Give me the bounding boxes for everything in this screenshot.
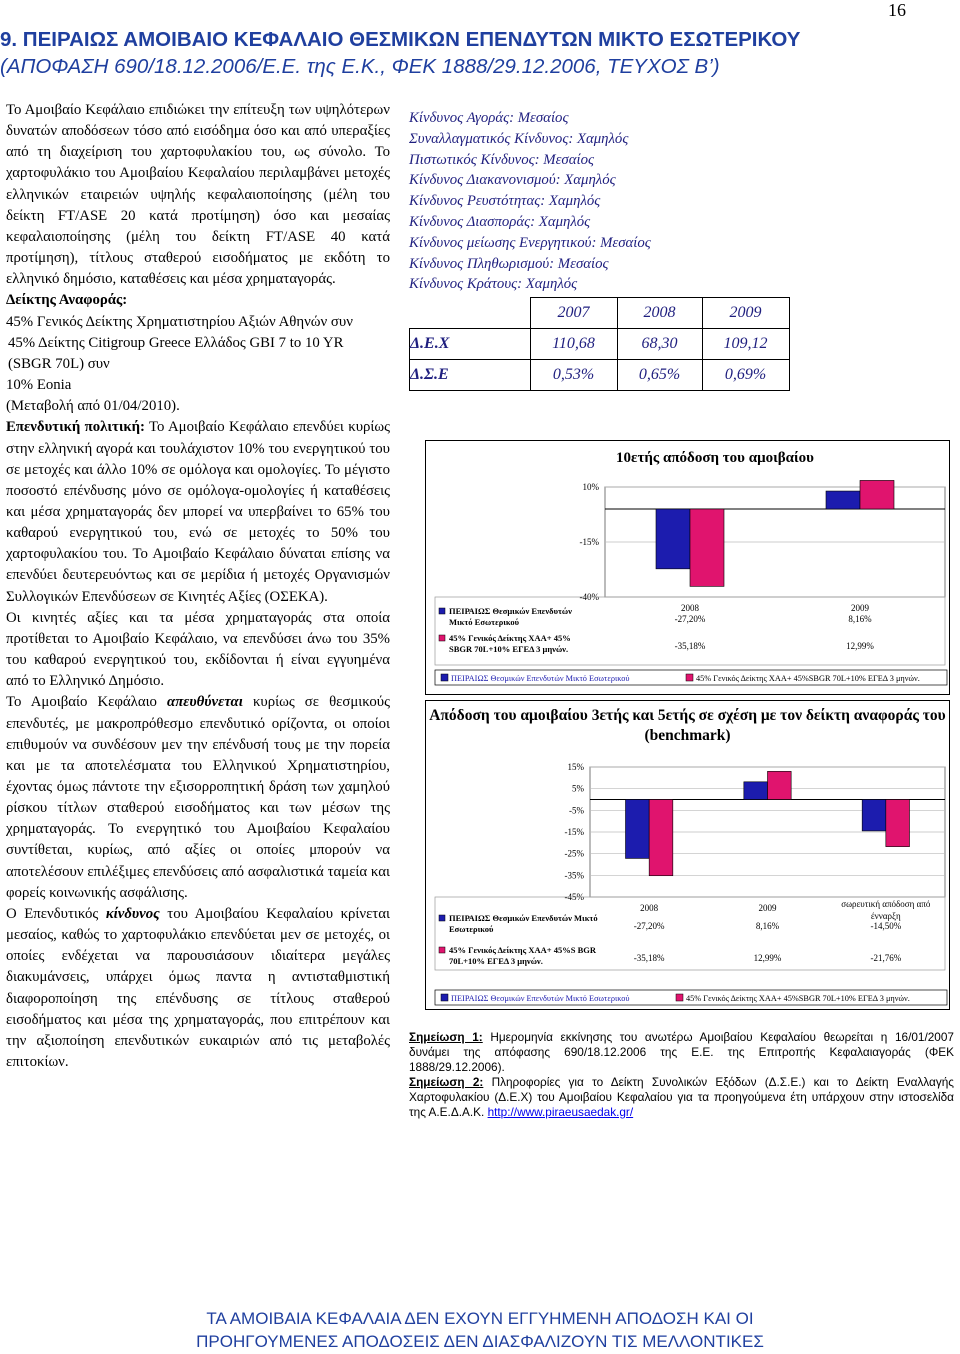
- note-1: [409, 1030, 954, 1075]
- table-row: [410, 360, 790, 391]
- y-tick-label: -40%: [579, 592, 599, 602]
- emphasis-span: κίνδυνος: [105, 905, 160, 922]
- table-cell: 110,68: [530, 329, 617, 360]
- category-label: 2009: [758, 903, 777, 913]
- benchmark-heading: Δείκτης Αναφοράς:: [6, 292, 128, 309]
- data-label: 8,16%: [848, 614, 872, 624]
- table-cell: 0,53%: [530, 360, 617, 391]
- securities-paragraph: Οι κινητές αξίες και τα μέσα χρηματαγοράς στα οποία προτίθεται το Αμοιβαίο Κεφάλαιο, να επενδύσει άνω του 35% του καθαρού ενεργητικού του, εκδίδονται ή είναι εγγυημένα από το Ελληνικό Δημόσιο.: [6, 609, 390, 690]
- text-span: Ο Επενδυτικός: [6, 905, 106, 922]
- chart-title: Απόδοση του αμοιβαίου 3ετής και 5ετής σε σχέση με τον δείκτη αναφοράς του (benchmark): [429, 707, 946, 744]
- y-tick-label: 15%: [567, 762, 584, 772]
- legend-label: ΠΕΙΡΑΙΩΣ Θεσμικών Επενδυτών Μικτό Εσωτερικού: [451, 674, 630, 683]
- fund-bar: [862, 800, 886, 831]
- legend-swatch: [441, 674, 448, 681]
- category-label: 2009: [851, 603, 869, 613]
- text-span: κυρίως σε θεσμικούς επενδυτές, με μακροπρόθεσμο επενδυτικό ορίζοντα, οι οποίοι επιθυμούν να συνδέσουν μεν την επένδυσή τους με την πορεία και με τα αποτελέσματα του Ελληνικού Χρηματιστηρίου, έχοντας όμως πάντοτε την εξισορροπητική δράση των χαμηλού ρίσκου τίτλων σταθερού εισοδήματος και των μέσων της χρηματαγοράς. Το ενεργητικό του Αμοιβαίου Κεφαλαίου συντίθεται, κυρίως, από αξίες οι οποίες μπορούν να αποτελέσουν επιλέξιμες επενδύσεις από ασφαλιστικά ταμεία και φορείς κοινωνικής ασφάλισης.: [6, 694, 390, 901]
- risk-item: Κίνδυνος Κράτους: Χαμηλός: [409, 276, 578, 293]
- data-label: -27,20%: [674, 614, 706, 624]
- note-text: Ημερομηνία εκκίνησης του ανωτέρω Αμοιβαίου Κεφαλαίου θεωρείται η 16/01/2007 δυνάμει της απόφασης 690/18.12.2006 της Ε.Ε. της Επιτροπής Κεφαλαιαγοράς (ΦΕΚ 1888/29.12.2006).: [409, 1030, 954, 1074]
- note-2: [409, 1075, 954, 1120]
- risk-item: Συναλλαγματικός Κίνδυνος: Χαμηλός: [409, 130, 629, 147]
- three-five-year-return-chart: [425, 700, 950, 1010]
- series-name: ΠΕΙΡΑΙΩΣ Θεσμικών Επενδυτών: [449, 606, 572, 616]
- series-swatch: [439, 635, 445, 641]
- series-name: 45% Γενικός Δείκτης ΧΑΑ+ 45%: [449, 633, 571, 643]
- risk-item: Κίνδυνος Πληθωρισμού: Μεσαίος: [409, 255, 609, 272]
- series-name: 70L+10% ΕΓΕΔ 3 μηνών.: [449, 956, 543, 966]
- risk-paragraph: [6, 904, 390, 1073]
- emphasis-span: απευθύνεται: [167, 694, 243, 711]
- data-label: -35,18%: [674, 641, 706, 651]
- risk-item: Κίνδυνος Διασποράς: Χαμηλός: [409, 213, 591, 230]
- data-label: 12,99%: [846, 641, 874, 651]
- page-number: 16: [888, 0, 906, 20]
- table-header: 2008: [617, 298, 702, 329]
- table-cell: 0,69%: [702, 360, 789, 391]
- risk-item: Κίνδυνος Διακανονισμού: Χαμηλός: [409, 172, 616, 189]
- series-swatch: [439, 947, 445, 953]
- series-swatch: [439, 608, 445, 614]
- benchmark-line-3: 10% Eonia: [6, 377, 72, 394]
- data-label: -14,50%: [870, 921, 902, 931]
- y-tick-label: -25%: [564, 848, 584, 859]
- benchmark-bar: [860, 480, 894, 509]
- data-label: 12,99%: [753, 953, 782, 963]
- table-header: 2009: [702, 298, 789, 329]
- benchmark-line-1: 45% Γενικός Δείκτης Χρηματιστηρίου Αξιών Αθηνών συν: [6, 313, 353, 330]
- data-label: 8,16%: [755, 921, 780, 931]
- table-corner: [410, 298, 531, 329]
- y-tick-label: -45%: [564, 892, 584, 902]
- legend-swatch: [441, 994, 448, 1001]
- legend-label: 45% Γενικός Δείκτης ΧΑΑ+ 45%SBGR 70L+10% ΕΓΕΔ 3 μηνών.: [696, 674, 920, 683]
- legend-swatch: [686, 674, 693, 681]
- row-label: Δ.Ε.Χ: [410, 329, 531, 360]
- legend-label: 45% Γενικός Δείκτης ΧΑΑ+ 45%SBGR 70L+10% ΕΓΕΔ 3 μηνών.: [686, 994, 910, 1003]
- table-header: 2007: [530, 298, 617, 329]
- benchmark-block: [6, 290, 390, 417]
- benchmark-bar: [690, 509, 724, 586]
- left-column: [6, 100, 390, 1073]
- fund-bar: [656, 509, 690, 569]
- fund-bar: [826, 491, 860, 509]
- series-swatch: [439, 915, 445, 921]
- policy-paragraph: [6, 417, 390, 607]
- benchmark-line-4: (Μεταβολή από 01/04/2010).: [6, 398, 180, 415]
- y-tick-label: 5%: [572, 783, 584, 794]
- policy-text: Το Αμοιβαίο Κεφάλαιο επενδύει κυρίως στην ελληνική αγορά και τουλάχιστον 10% του ενεργητικού του σε μετοχές και άλλο 10% σε ομόλογα και ομολογίες. Το μέγιστο ποσοστό επένδυσης μόνο σε ομόλογα-ομολογίες ή καταθέσεις και μέσα χρηματαγοράς δεν μπορεί να υπερβαίνει το 65% του καθαρού ενεργητικού του, ενώ σε μετοχές το 50% του χαρτοφυλακίου του. Το Αμοιβαίο Κεφάλαιο δύναται επίσης να επενδύει δευτερευόντως και σε μερίδια ή μετοχές Οργανισμών Συλλογικών Επενδύσεων σε Κινητές Αξίες (ΟΣΕΚΑ).: [6, 419, 390, 605]
- ten-year-return-chart: [425, 440, 950, 695]
- category-label: ένναρξη: [870, 911, 901, 921]
- y-tick-label: -15%: [579, 537, 599, 547]
- note-label: Σημείωση 1:: [409, 1030, 483, 1044]
- legend-swatch: [676, 994, 683, 1001]
- y-tick-label: -35%: [564, 870, 584, 881]
- chart-canvas: [425, 700, 950, 1010]
- y-tick-label: -15%: [564, 827, 584, 837]
- benchmark-bar: [649, 800, 673, 876]
- series-name: Μικτό Εσωτερικού: [449, 617, 520, 627]
- row-label: Δ.Σ.Ε: [410, 360, 531, 391]
- risk-item: Κίνδυνος μείωσης Ενεργητικού: Μεσαίος: [409, 234, 651, 251]
- data-label: -21,76%: [870, 953, 902, 963]
- policy-heading: Επενδυτική πολιτική:: [6, 419, 145, 436]
- note-label: Σημείωση 2:: [409, 1075, 484, 1089]
- series-name: ΠΕΙΡΑΙΩΣ Θεσμικών Επενδυτών Μικτό: [449, 913, 598, 923]
- category-label: σωρευτική απόδοση από: [841, 899, 931, 909]
- benchmark-bar: [886, 800, 910, 847]
- chart-canvas: [425, 440, 950, 695]
- table-cell: 68,30: [617, 329, 702, 360]
- document-subtitle: (ΑΠΟΦΑΣΗ 690/18.12.2006/Ε.Ε. της Ε.Κ., ΦΕΚ 1888/29.12.2006, ΤΕΥΧΟΣ Β’): [0, 55, 720, 78]
- benchmark-bar: [768, 771, 792, 799]
- data-label: -27,20%: [633, 921, 665, 931]
- website-link[interactable]: http://www.piraeusaedak.gr/: [487, 1105, 634, 1119]
- series-name: 45% Γενικός Δείκτης ΧΑΑ+ 45%S BGR: [449, 945, 596, 955]
- risk-item: Κίνδυνος Ρευστότητας: Χαμηλός: [409, 193, 601, 210]
- fund-bar: [744, 782, 768, 800]
- category-label: 2008: [681, 603, 699, 613]
- disclaimer-line: ΠΡΟΗΓΟΥΜΕΝΕΣ ΑΠΟΔΟΣΕΙΣ ΔΕΝ ΔΙΑΣΦΑΛΙΖΟΥΝ ΤΙΣ ΜΕΛΛΟΝΤΙΚΕΣ: [196, 1332, 764, 1351]
- table-header-row: [410, 298, 790, 329]
- risk-item: Κίνδυνος Αγοράς: Μεσαίος: [409, 110, 569, 126]
- text-span: του Αμοιβαίου Κεφαλαίου κρίνεται μεσαίος, καθώς το χαρτοφυλάκιο επενδύεται μεν σε μετοχές, οι οποίες ενδέχεται να παρουσιάσουν ιδιαίτερα μεγάλες διακυμάνσεις, υπάρχει όμως παντα η αντισταθμιστική διαφοροποίηση της επένδυσης σε τίτλους σταθερού εισοδήματος και μέσα της χρηματαγοράς, που επιτρέπουν και την αξιοποίηση επενδυτικών ευκαιριών από τις μεταβολές επιτοκίων.: [6, 905, 390, 1071]
- series-name: Εσωτερικού: [449, 924, 494, 934]
- risk-item: Πιστωτικός Κίνδυνος: Μεσαίος: [409, 151, 594, 168]
- note-text: Πληροφορίες για το Δείκτη Συνολικών Εξόδων (Δ.Σ.Ε.) και το Δείκτη Εναλλαγής Χαρτοφυλακίου (Δ.Ε.Χ) του Αμοιβαίου Κεφαλαίου για τα προηγούμενα έτη υπάρχουν στην ιστοσελίδα της Α.Ε.Δ.Α.Κ.: [409, 1075, 954, 1119]
- series-name: SBGR 70L+10% ΕΓΕΔ 3 μηνών.: [449, 644, 569, 654]
- y-tick-label: -5%: [569, 805, 584, 816]
- benchmark-line-2: 45% Δείκτης Citigroup Greece Ελλάδος GBI 7 to 10 YR (SBGR 70L) συν: [8, 334, 344, 372]
- table-row: [410, 329, 790, 360]
- chart-title: 10ετής απόδοση του αμοιβαίου: [616, 450, 814, 466]
- disclaimer-line: ΤΑ ΑΜΟΙΒΑΙΑ ΚΕΦΑΛΑΙΑ ΔΕΝ ΕΧΟΥΝ ΕΓΓΥΗΜΕΝΗ ΑΠΟΔΟΣΗ ΚΑΙ ΟΙ: [206, 1309, 754, 1328]
- category-label: 2008: [640, 903, 659, 913]
- disclaimer-footer: [0, 1307, 960, 1353]
- text-span: Το Αμοιβαίο Κεφάλαιο: [6, 694, 168, 711]
- document-title: 9. ΠΕΙΡΑΙΩΣ ΑΜΟΙΒΑΙΟ ΚΕΦΑΛΑΙΟ ΘΕΣΜΙΚΩΝ ΕΠΕΝΔΥΤΩΝ ΜΙΚΤΟ ΕΣΩΤΕΡΙΚΟΥ: [0, 28, 801, 51]
- objective-paragraph: Το Αμοιβαίο Κεφάλαιο επιδιώκει την επίτευξη των υψηλότερων δυνατών αποδόσεων τόσο από εισόδημα όσο και από υπεραξίες από τη διαχείριση του χαρτοφυλακίου του, ως σύνολο. Το χαρτοφυλάκιο του Αμοιβαίου Κεφαλαίου περιλαμβάνει μετοχές ελληνικών εταιρειών υψηλής κεφαλαιοποίησης (μέλη του δείκτη FT/ASE 20 κατά προτίμηση) όσο και μεσαίας κεφαλαιοποίησης (μέλη του δείκτη FT/ASE 40 κατά προτίμηση), τίτλους σταθερού εισοδήματος με εκδότη το ελληνικό δημόσιο, καταθέσεις και μέσα χρηματαγοράς.: [6, 102, 390, 288]
- y-tick-label: 10%: [582, 482, 599, 492]
- table-cell: 0,65%: [617, 360, 702, 391]
- fund-bar: [626, 800, 650, 859]
- risk-list: [409, 108, 949, 295]
- right-column: [409, 108, 949, 391]
- ratio-table: [409, 297, 790, 391]
- data-label: -35,18%: [633, 953, 665, 963]
- target-investors-paragraph: [6, 692, 390, 904]
- notes: [409, 1030, 954, 1120]
- legend-label: ΠΕΙΡΑΙΩΣ Θεσμικών Επενδυτών Μικτό Εσωτερικού: [451, 994, 630, 1003]
- table-cell: 109,12: [702, 329, 789, 360]
